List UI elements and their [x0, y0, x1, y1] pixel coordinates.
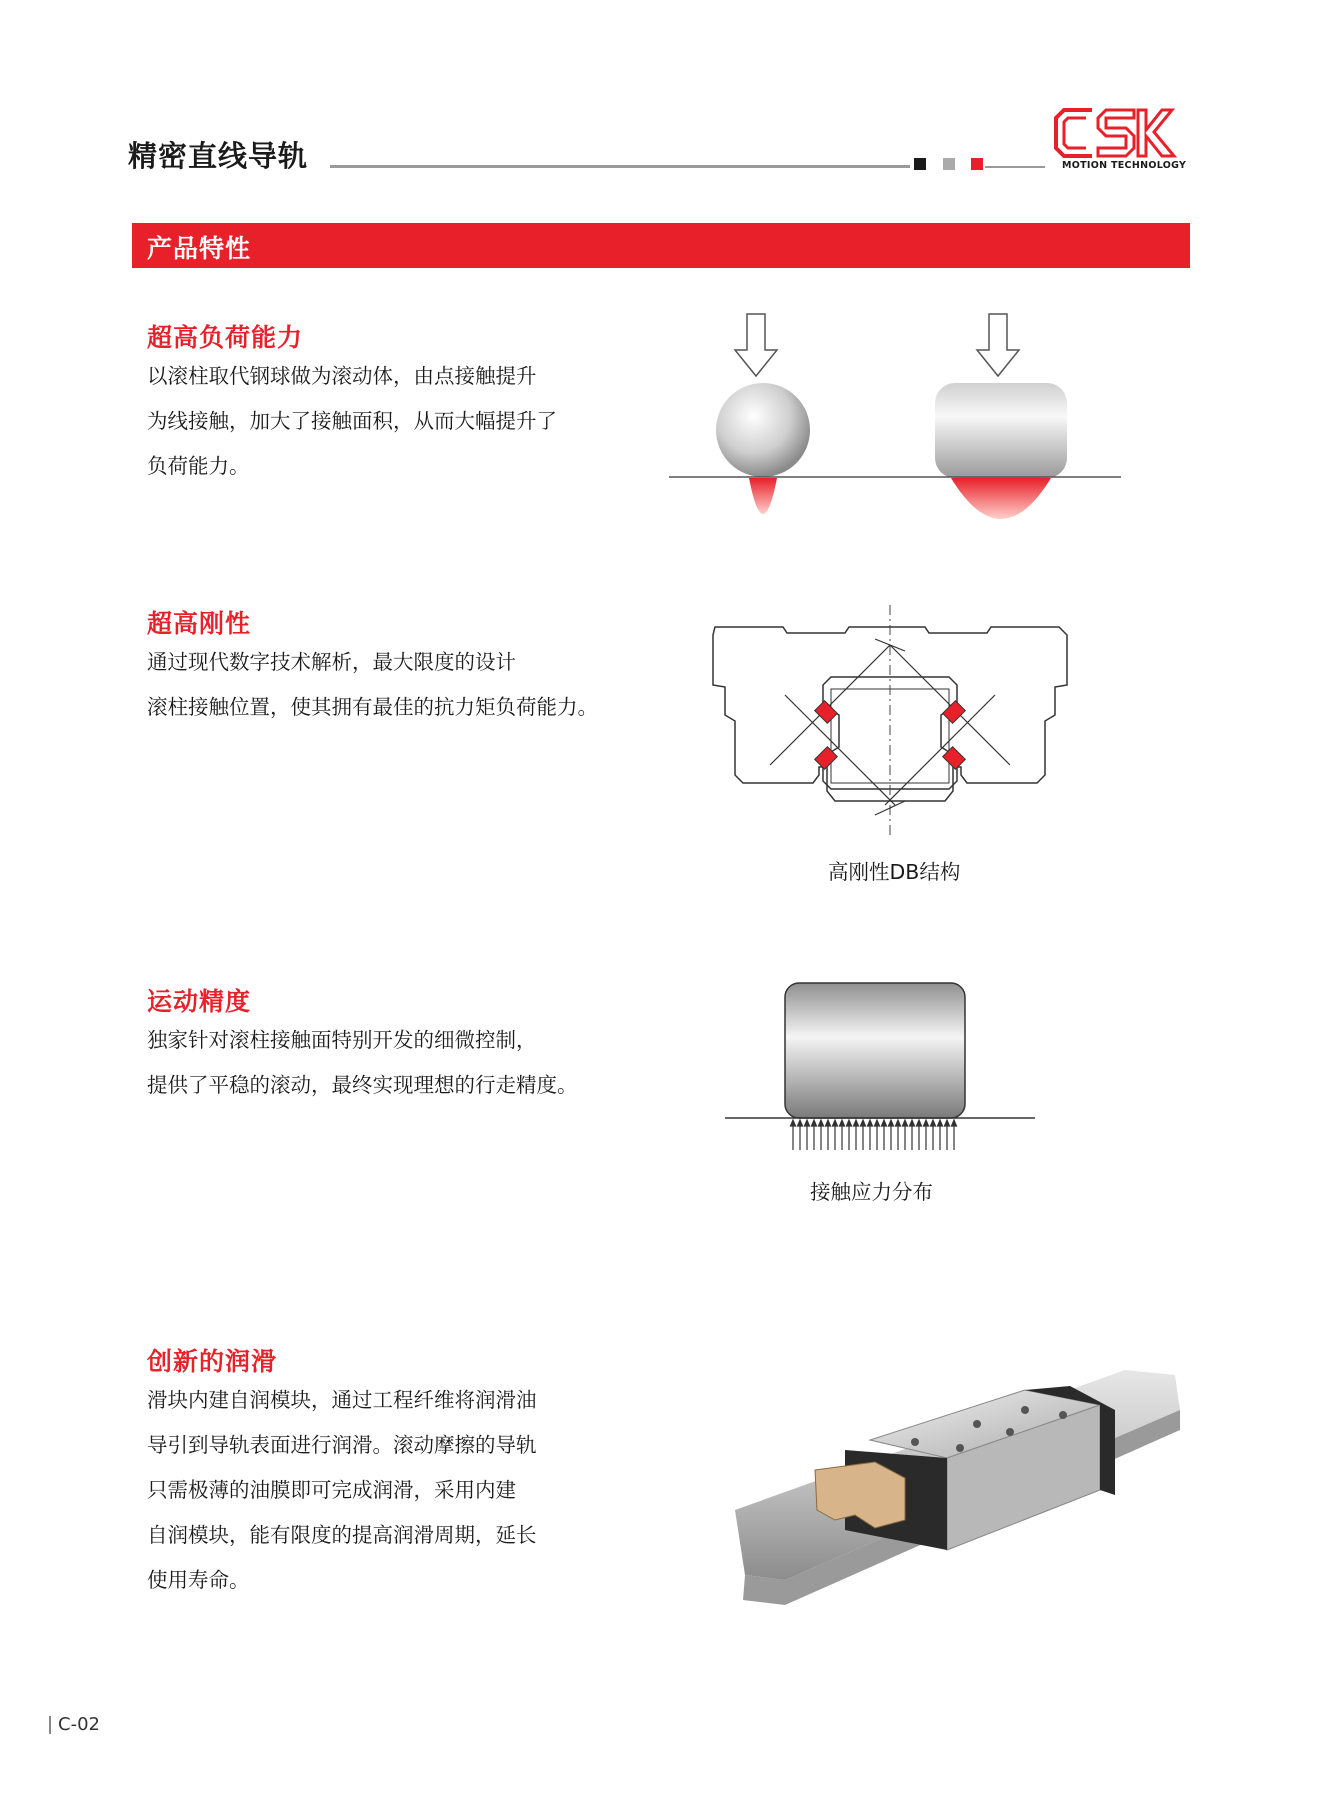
feature-text-lubrication: 滑块内建自润模块，通过工程纤维将润滑油 导引到导轨表面进行润滑。滚动摩擦的导轨 只需极薄的油膜即可完成润滑，采用内建 自润模块，能有限度的提高润滑周期，延长 使用寿命。 — [147, 1388, 537, 1592]
header-square-gray — [943, 158, 955, 170]
stress-arrow-head — [945, 1120, 950, 1126]
stress-arrow-head — [805, 1120, 810, 1126]
section-title: 产品特性 — [147, 234, 252, 263]
stress-arrow-head — [938, 1120, 943, 1126]
feature-title-lubrication: 创新的润滑 — [147, 1347, 278, 1376]
brand-subtitle: MOTION TECHNOLOGY — [1062, 160, 1187, 171]
stress-arrow-head — [826, 1120, 831, 1126]
stress-arrow-head — [910, 1120, 915, 1126]
stress-arrow-head — [875, 1120, 880, 1126]
header-divider — [330, 165, 910, 168]
feature-title-precision: 运动精度 — [147, 987, 252, 1016]
feature-text-precision: 独家针对滚柱接触面特别开发的细微控制， 提供了平稳的滚动，最终实现理想的行走精度。 — [147, 1028, 578, 1097]
section-bar — [132, 223, 1190, 268]
stress-arrow-head — [854, 1120, 859, 1126]
stress-arrow-head — [833, 1120, 838, 1126]
contact-stress-diagram — [725, 980, 1035, 1150]
stress-arrow-head — [861, 1120, 866, 1126]
page-title: 精密直线导轨 — [128, 139, 309, 173]
header-square-red — [971, 158, 983, 170]
stress-arrow-head — [924, 1120, 929, 1126]
page-number-bar — [49, 1716, 51, 1734]
header-divider-right — [985, 166, 1045, 168]
stress-arrow-head — [798, 1120, 803, 1126]
stress-arrow-head — [791, 1120, 796, 1126]
stress-arrow-head — [840, 1120, 845, 1126]
stress-arrow-head — [889, 1120, 894, 1126]
header-square-dark — [914, 158, 926, 170]
caption-db-structure: 高刚性DB结构 — [828, 860, 961, 884]
stress-arrow-head — [896, 1120, 901, 1126]
stress-arrow-head — [882, 1120, 887, 1126]
db-structure-diagram — [705, 605, 1075, 835]
ball-vs-roller-diagram — [665, 310, 1125, 540]
stress-arrow-head — [931, 1120, 936, 1126]
feature-text-rigidity: 通过现代数字技术解析，最大限度的设计 滚柱接触位置，使其拥有最佳的抗力矩负荷能力。 — [147, 650, 598, 719]
page-number: C-02 — [58, 1714, 100, 1735]
stress-arrow-head — [903, 1120, 908, 1126]
csk-logo — [1052, 106, 1180, 160]
stress-arrow-head — [847, 1120, 852, 1126]
stress-arrow-head — [917, 1120, 922, 1126]
feature-text-load: 以滚柱取代钢球做为滚动体，由点接触提升 为线接触，加大了接触面积，从而大幅提升了 负荷能力。 — [147, 364, 557, 478]
feature-title-load: 超高负荷能力 — [147, 323, 304, 352]
stress-arrow-head — [819, 1120, 824, 1126]
linear-guide-block-image — [725, 1350, 1185, 1610]
caption-contact-stress: 接触应力分布 — [810, 1180, 933, 1204]
stress-arrow-head — [812, 1120, 817, 1126]
feature-title-rigidity: 超高刚性 — [147, 609, 252, 638]
stress-arrow-head — [868, 1120, 873, 1126]
stress-arrow-head — [952, 1120, 957, 1126]
